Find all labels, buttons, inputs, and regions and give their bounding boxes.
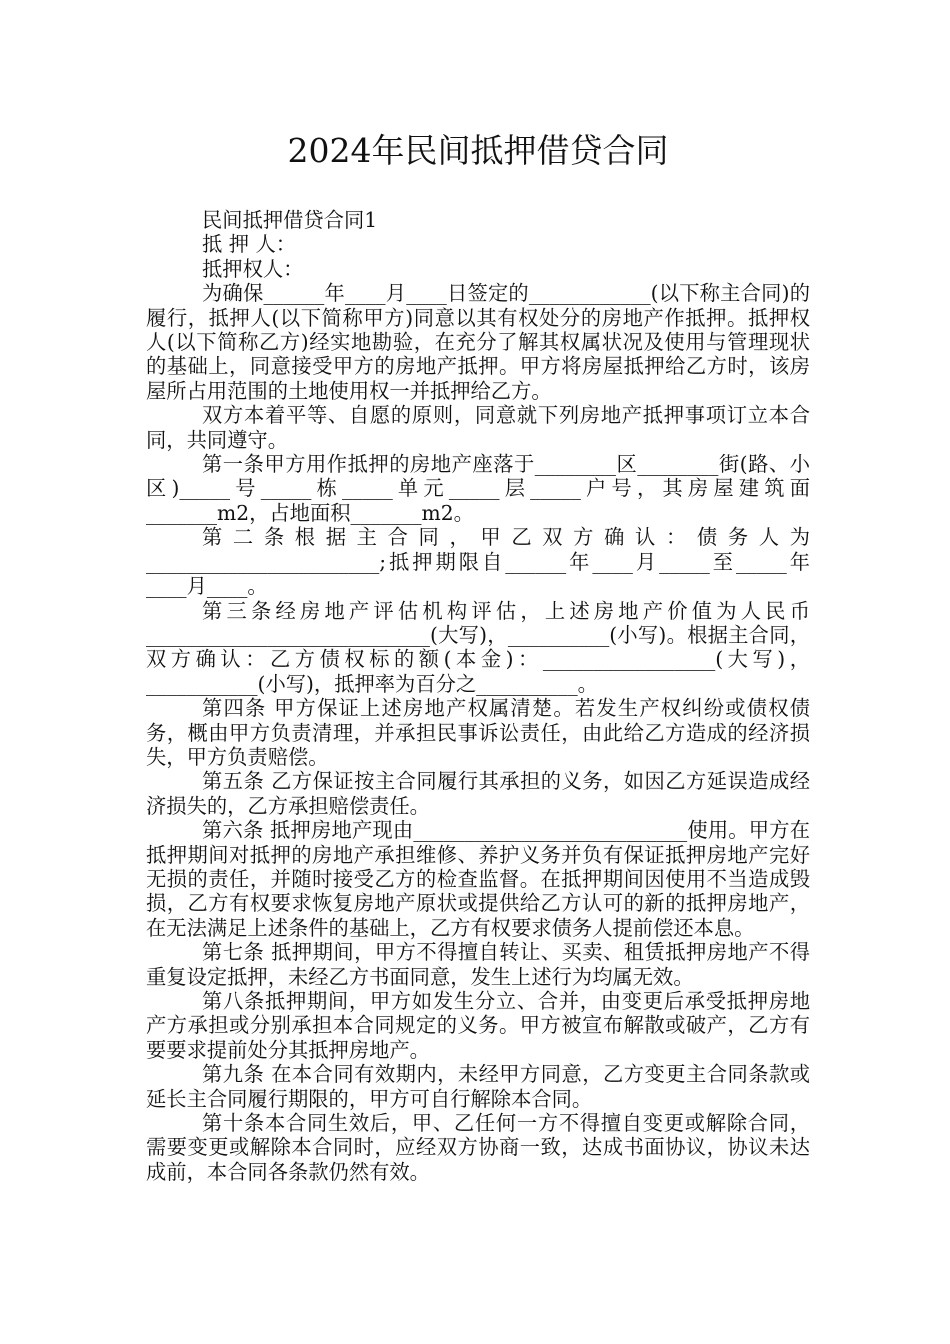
- principle-paragraph: 双方本着平等、自愿的原则，同意就下列房地产抵押事项订立本合同，共同遵守。: [146, 403, 810, 452]
- mortgagee-line: 抵押权人：: [202, 256, 304, 281]
- article-2: 第二条根据主合同，甲乙双方确认：债务人为_______________________;抵押期限自______年____月_____至_____年____月____。: [146, 525, 810, 599]
- document-page: [146, 128, 810, 1184]
- article-6: 第六条 抵押房地产现由___________________________使用。甲方在抵押期间对抵押的房地产承担维修、养护义务并负有保证抵押房地产完好无损的责任，并随时接受乙方的检查监督。在抵押期间因使用不当造成毁损，乙方有权要求恢复房地产原状或提供给乙方认可的新的抵押房地产，在无法满足上述条件的基础上，乙方有权要求债务人提前偿还本息。: [146, 818, 810, 940]
- mortgagor-line: 抵 押 人：: [202, 232, 297, 257]
- preamble-paragraph: 为确保______年____月____日签定的____________(以下称主合同)的履行，抵押人(以下简称甲方)同意以其有权处分的房地产作抵押。抵押权人(以下简称乙方)经实地勘验，在充分了解其权属状况及使用与管理现状的基础上，同意接受甲方的房地产抵押。甲方将房屋抵押给乙方时，该房屋所占用范围的土地使用权一并抵押给乙方。: [146, 281, 810, 403]
- article-8: 第八条抵押期间，甲方如发生分立、合并，由变更后承受抵押房地产方承担或分别承担本合同规定的义务。甲方被宣布解散或破产，乙方有要要求提前处分其抵押房地产。: [146, 989, 810, 1062]
- contract-heading: 民间抵押借贷合同1: [202, 208, 378, 232]
- article-5: 第五条 乙方保证按主合同履行其承担的义务，如因乙方延误造成经济损失的，乙方承担赔偿责任。: [146, 769, 810, 818]
- article-3: 第三条经房地产评估机构评估，上述房地产价值为人民币____________________________(大写)，__________(小写)。根据主合同，双方确认：乙方债权标的额(本金)：_________________(大写)，___________(小写)，抵押率为百分之__________。: [146, 598, 810, 696]
- article-10: 第十条本合同生效后，甲、乙任何一方不得擅自变更或解除合同，需要变更或解除本合同时，应经双方协商一致，达成书面协议，协议未达成前，本合同各条款仍然有效。: [146, 1111, 810, 1184]
- document-title: 2024年民间抵押借贷合同: [287, 131, 669, 170]
- article-9: 第九条 在本合同有效期内，未经甲方同意，乙方变更主合同条款或延长主合同履行期限的，甲方可自行解除本合同。: [146, 1062, 810, 1111]
- article-1: 第一条甲方用作抵押的房地产座落于________区________街(路、小区)_____号_____栋_____单元_____层_____户号，其房屋建筑面_______m2，占地面积_______m2。: [146, 452, 810, 525]
- article-7: 第七条 抵押期间，甲方不得擅自转让、买卖、租赁抵押房地产不得重复设定抵押，未经乙方书面同意，发生上述行为均属无效。: [146, 940, 810, 989]
- article-4: 第四条 甲方保证上述房地产权属清楚。若发生产权纠纷或债权债务，概由甲方负责清理，并承担民事诉讼责任，由此给乙方造成的经济损失，甲方负责赔偿。: [146, 696, 810, 769]
- document-body: [146, 208, 810, 1184]
